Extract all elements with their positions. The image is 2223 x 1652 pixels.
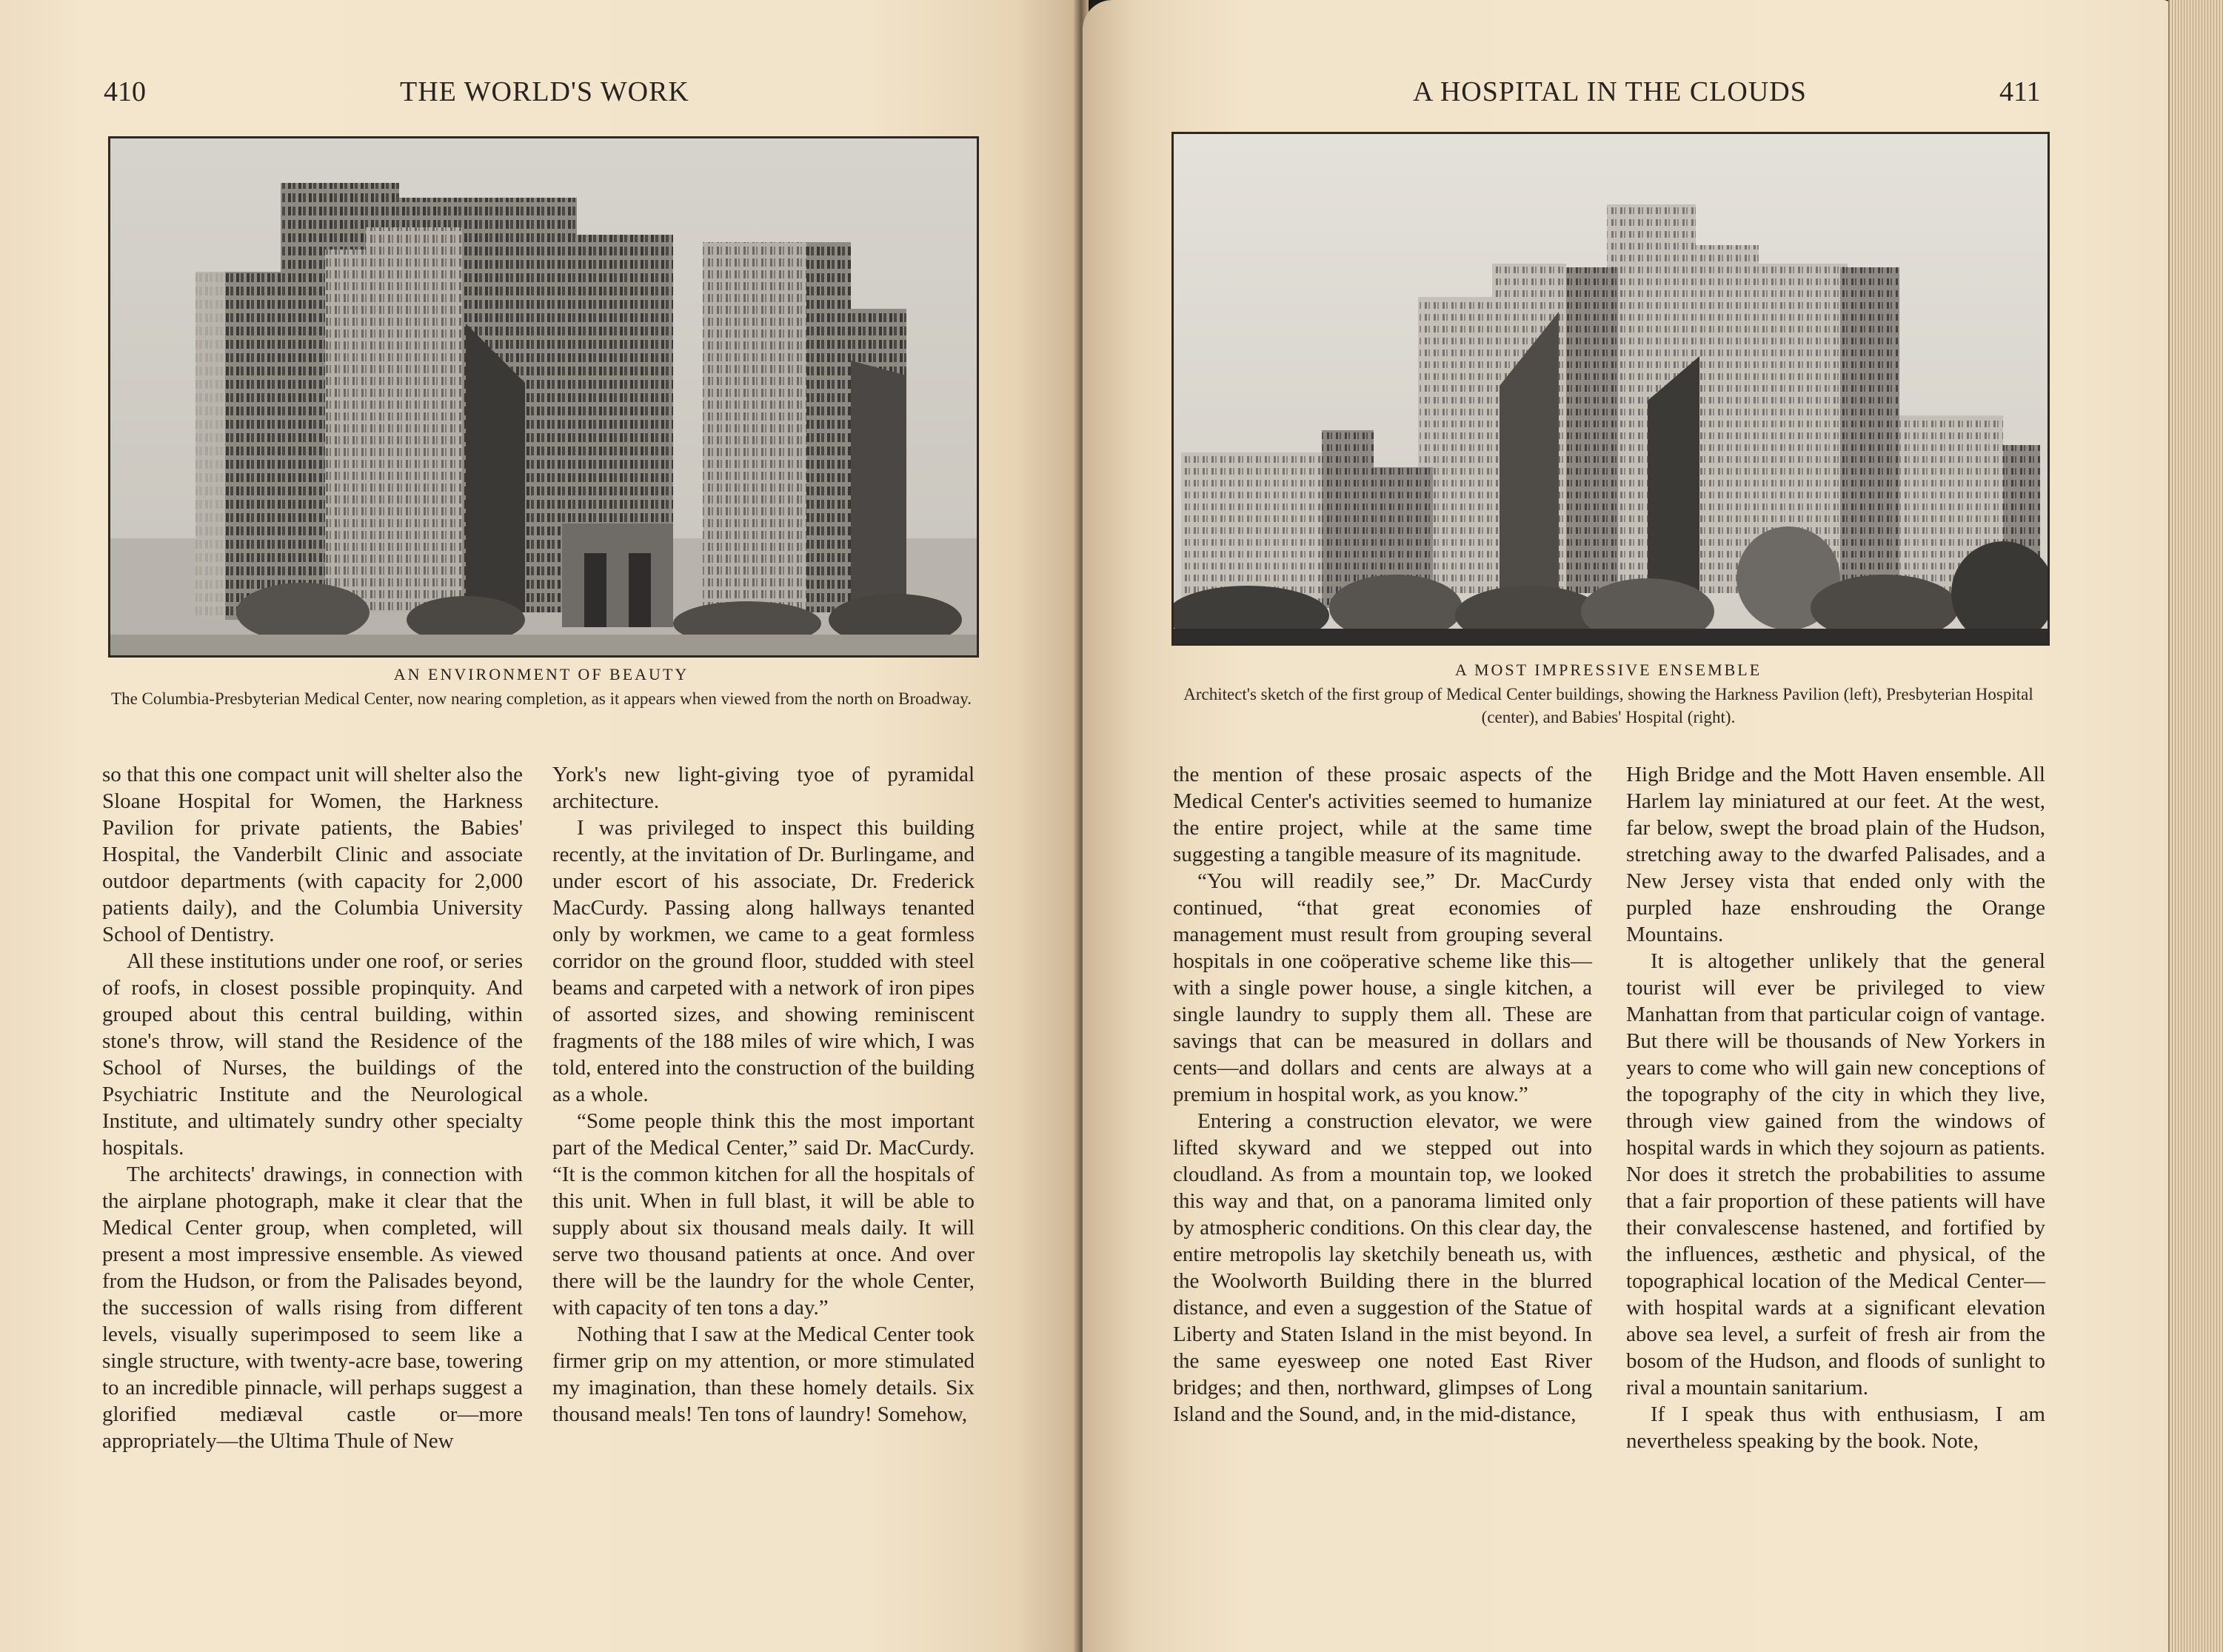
paragraph: “Some people think this the most important part of the Medical Center,” said Dr. MacCurdy. “It is the common kitchen for all the hospitals of this unit. When in full blast, it will be able to supply about six thousand meals daily. It will serve two thousand patients at once. And over there will be the laundry for the whole Center, with capacity of ten tons a day.” [552,1109,975,1320]
right-page [1083,0,2171,1652]
page-number: 411 [1999,76,2041,107]
figure-caption-text: The Columbia-Presbyterian Medical Center, now nearing completion, as it appears when viewed from the north on Broadway. [111,689,972,708]
paragraph: “You will readily see,” Dr. MacCurdy continued, “that great economies of management must result from grouping several hospitals in one coöperative scheme like this—with a single power house, a single kitchen, a single laundry to supply them all. These are savings that can be measured in dollars and cents—and dollars and cents are always at a premium in hospital work, as you know.” [1173,869,1592,1106]
paragraph: so that this one compact unit will shelter also the Sloane Hospital for Women, the Harkness Pavilion for private patients, the Babies' Hospital, the Vanderbilt Clinic and associate outdoor departments (with capacity for 2,000 patients daily), and the Columbia University School of Dentistry. [102,763,523,946]
figure-hospital-rendering [108,136,979,658]
figure-caption-text: Architect's sketch of the first group of Medical Center buildings, showing the Harkness Pavilion (left), Presbyterian Hospital (center), and Babies' Hospital (right). [1183,685,2033,726]
paragraph: York's new light-giving tyoe of pyramidal architecture. [552,763,975,813]
architect-sketch-illustration [1174,134,2047,643]
paragraph: High Bridge and the Mott Haven ensemble. All Harlem lay miniatured at our feet. At the west, far below, swept the broad plain of the Hudson, stretching away to the dwarfed Palisades, and a New Jersey vista that ended only with the purpled haze enshrouding the Orange Mountains. [1626,763,2045,946]
page-number: 410 [104,76,146,107]
paragraph: The architects' drawings, in connection with the airplane photograph, make it clear that the Medical Center group, when completed, will present a most impressive ensemble. As viewed from the Hudson, or from the Palisades beyond, the succession of walls rising from different levels, visually superimposed to seem like a single structure, with twenty-acre base, towering to an incredible pinnacle, will perhaps suggest a glorified mediæval castle or—more appropriately—the Ultima Thule of New [102,1163,523,1453]
paragraph: All these institutions under one roof, or series of roofs, in closest possible propinquity. And grouped about this central building, within stone's throw, will stand the Residence of the School of Nurses, the buildings of the Psychiatric Institute and the Neurological Institute, and ultimately sundry other specialty hospitals. [102,949,523,1160]
running-head: THE WORLD'S WORK [400,76,689,107]
text-column-left-2 [552,761,975,1428]
paragraph: Nothing that I saw at the Medical Center took firmer grip on my attention, or more stimulated my imagination, than these homely details. Six thousand meals! Ten tons of laundry! Somehow, [552,1322,975,1426]
hospital-rendering-illustration [110,138,977,655]
paragraph: the mention of these prosaic aspects of the Medical Center's activities seemed to humanize the entire project, while at the same time suggesting a tangible measure of its magnitude. [1173,763,1592,866]
paragraph: Entering a construction elevator, we were lifted skyward and we stepped out into cloudland. As from a mountain top, we looked this way and that, on a panorama limited only by atmospheric conditions. On this clear day, the entire metropolis lay sketchily beneath us, with the Woolworth Building there in the blurred distance, and even a suggestion of the Statue of Liberty and Staten Island in the mist beyond. In the same eyesweep one noted East River bridges; and then, northward, glimpses of Long Island and the Sound, and, in the mid-distance, [1173,1109,1592,1426]
paragraph: I was privileged to inspect this building recently, at the invitation of Dr. Burlingame, and under escort of his associate, Dr. Frederick MacCurdy. Passing along hallways tenanted only by workmen, we came to a geat formless corridor on the ground floor, studded with steel beams and carpeted with a network of iron pipes of assorted sizes, and showing reminiscent fragments of the 188 miles of wire which, I was told, entered into the construction of the building as a whole. [552,816,975,1106]
paragraph: If I speak thus with enthusiasm, I am nevertheless speaking by the book. Note, [1626,1402,2045,1453]
figure-architect-sketch [1171,132,2050,646]
figure-caption-title: A MOST IMPRESSIVE ENSEMBLE [1454,661,1762,679]
text-column-right-1 [1173,761,1592,1428]
text-column-right-2 [1626,761,2045,1454]
left-page [0,0,1080,1652]
text-column-left-1 [102,761,523,1454]
figure-caption-title: AN ENVIRONMENT OF BEAUTY [393,665,689,683]
running-head: A HOSPITAL IN THE CLOUDS [1413,76,1807,107]
page-edges [2168,0,2223,1652]
paragraph: It is altogether unlikely that the general tourist will ever be privileged to view Manhattan from that particular coign of vantage. But there will be thousands of New Yorkers in years to come who will gain new conceptions of the topography of the city in which they live, through view gained from the windows of hospital wards in which they sojourn as patients. Nor does it stretch the probabilities to assume that a fair proportion of these patients will have their convalescense hastened, and fortified by the influences, æsthetic and physical, of the topographical location of the Medical Center—with hospital wards at a significant elevation above sea level, a surfeit of fresh air from the bosom of the Hudson, and floods of sunlight to rival a mountain sanitarium. [1626,949,2045,1399]
